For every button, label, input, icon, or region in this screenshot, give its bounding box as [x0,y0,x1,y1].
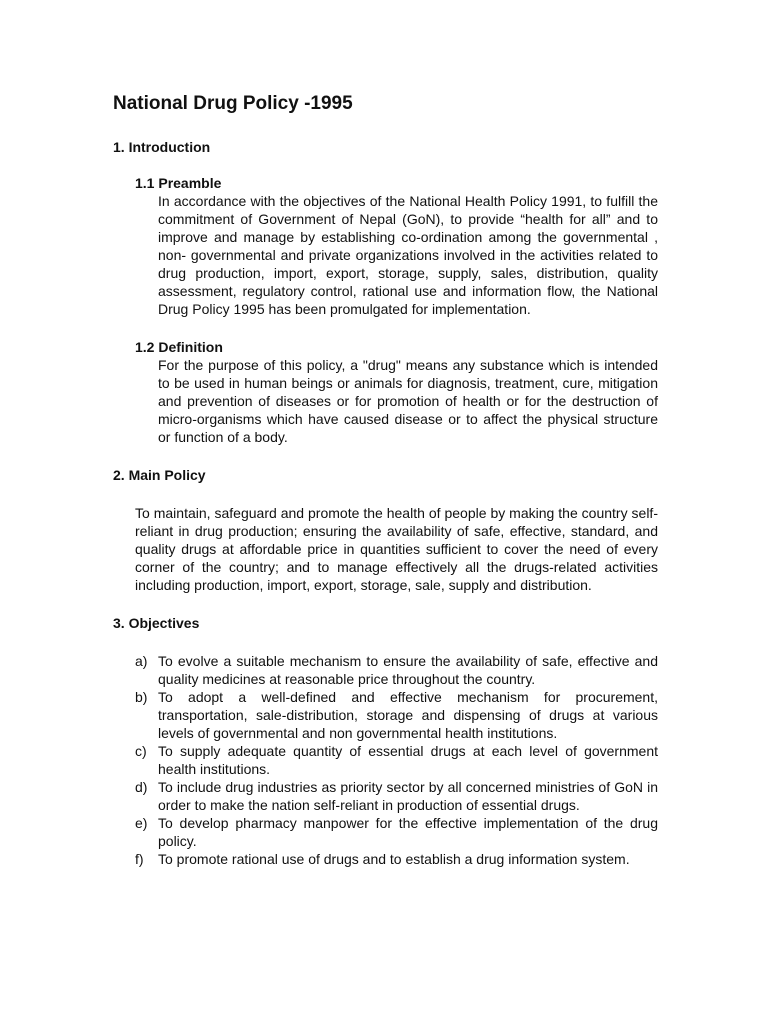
definition-paragraph: For the purpose of this policy, a "drug" means any substance which is intended to be used in human beings or animals for diagnosis, treatment, cure, mitigation and prevention of diseases or for promotion of health or for the destruction of micro-organisms which have caused disease or to affect the physical structure or function of a body. [158,357,658,445]
list-item-text: To include drug industries as priority sector by all concerned ministries of GoN in order to make the nation self-reliant in production of essential drugs. [158,779,658,813]
list-marker: e) [135,815,148,831]
list-marker: b) [135,689,148,705]
list-marker: d) [135,779,148,795]
section-heading-main-policy: 2. Main Policy [113,467,206,483]
list-item-text: To supply adequate quantity of essential drugs at each level of government health institutions. [158,743,658,777]
section-heading-objectives: 3. Objectives [113,615,200,631]
subsection-heading-definition: 1.2 Definition [135,339,223,355]
document-title: National Drug Policy -1995 [113,93,353,114]
list-item [135,778,658,814]
list-item [135,688,658,742]
section-heading-introduction: 1. Introduction [113,139,211,155]
main-policy-paragraph: To maintain, safeguard and promote the health of people by making the country self- reliant in drug production; ensuring the availability of safe, effective, standard, and quality drugs at affordable price in quantities sufficient to cover the need of every corner of the country; and to manage effectively all the drugs-related activities including production, import, export, storage, sale, supply and distribution. [135,505,658,593]
preamble-paragraph: In accordance with the objectives of the National Health Policy 1991, to fulfill the commitment of Government of Nepal (GoN), to provide “health for all” and to improve and manage by establishing co-ordination among the governmental , non- governmental and private organizations involved in the activities related to drug production, import, export, storage, supply, sales, distribution, quality assessment, regulatory control, rational use and information flow, the National Drug Policy 1995 has been promulgated for implementation. [158,193,658,317]
list-item-text: To adopt a well-defined and effective mechanism for procurement, transportation, sale-distribution, storage and dispensing of drugs at various levels of governmental and non governmental health institutions. [158,689,658,741]
document-page [113,92,658,868]
list-item-text: To develop pharmacy manpower for the effective implementation of the drug policy. [158,815,658,849]
section-introduction [113,138,658,446]
list-item [135,742,658,778]
list-marker: a) [135,653,148,669]
section-main-policy [113,466,658,594]
list-item-text: To evolve a suitable mechanism to ensure the availability of safe, effective and quality medicines at reasonable price throughout the country. [158,653,658,687]
list-item [135,814,658,850]
subsection-heading-preamble: 1.1 Preamble [135,175,222,191]
list-item [135,850,658,868]
section-objectives [113,614,658,868]
list-marker: f) [135,851,144,867]
list-item-text: To promote rational use of drugs and to establish a drug information system. [158,851,630,867]
list-marker: c) [135,743,147,759]
objectives-list [113,652,658,868]
list-item [135,652,658,688]
